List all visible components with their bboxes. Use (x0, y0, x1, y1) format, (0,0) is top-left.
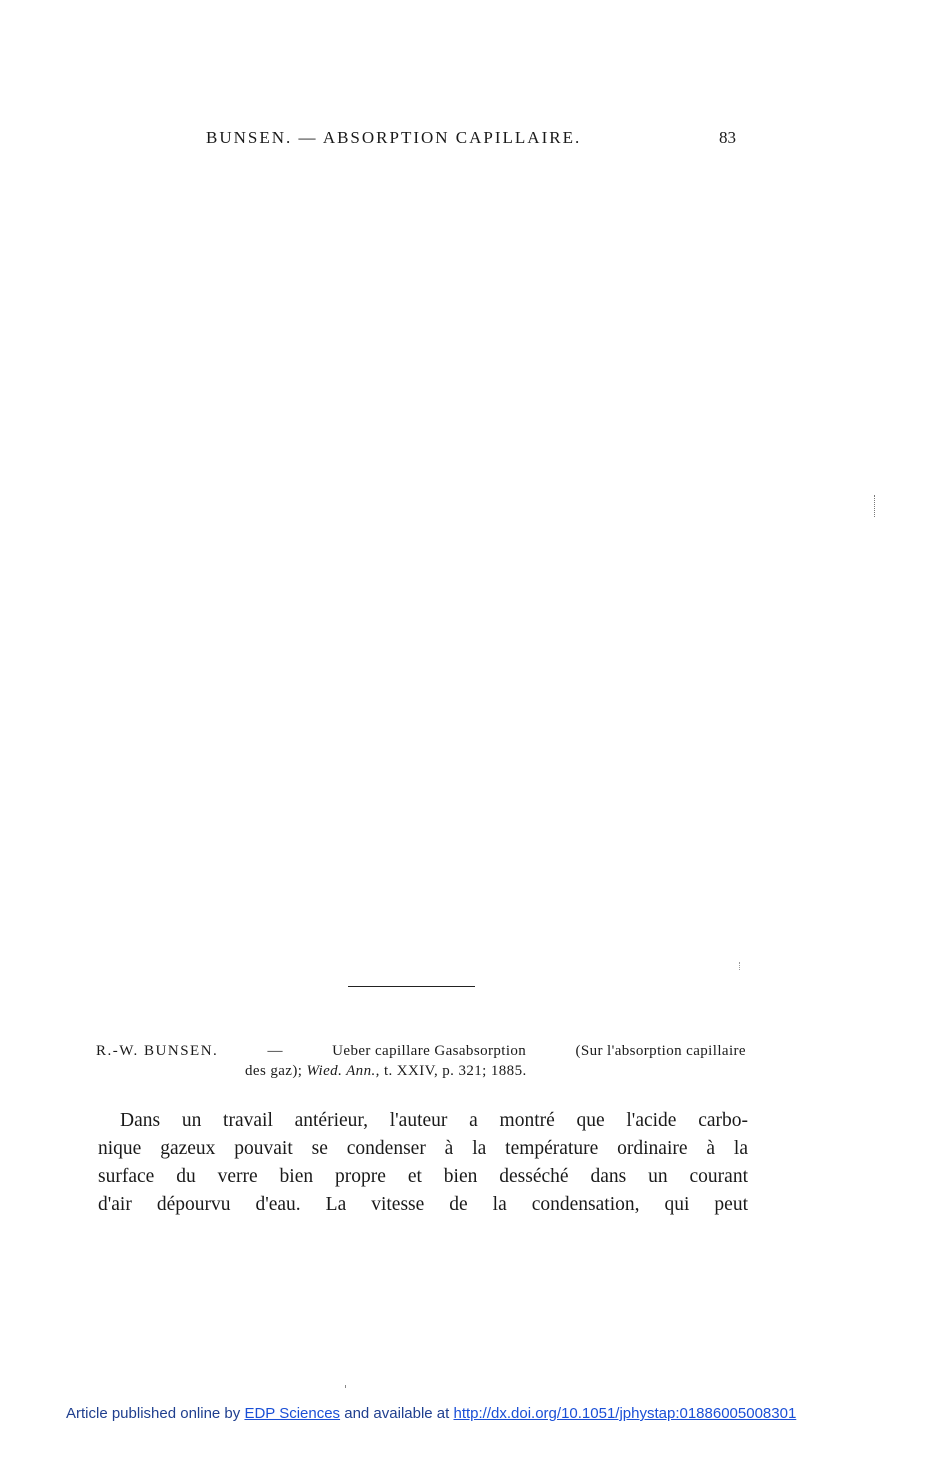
footer-prefix: Article published online by (66, 1405, 241, 1422)
reference-line-1 (96, 1041, 746, 1061)
body-line: nique gazeux pouvait se condenser à la température ordinaire à la (98, 1138, 748, 1159)
body-paragraph (98, 1107, 748, 1219)
running-head (0, 128, 930, 152)
page-number: 83 (719, 128, 736, 147)
body-line: d'air dépourvu d'eau. La vitesse de la condensation, qui peut (98, 1194, 748, 1215)
reference-journal: Wied. Ann., (306, 1063, 380, 1079)
reference-details: t. XXIV, p. 321; 1885. (383, 1063, 527, 1079)
section-rule (348, 986, 475, 987)
publication-footer (66, 1405, 796, 1422)
publisher-link[interactable]: EDP Sciences (244, 1405, 341, 1422)
margin-speck (739, 962, 741, 970)
reference-title-de: Ueber capillare Gasabsorption (332, 1043, 527, 1059)
margin-speck (874, 495, 876, 517)
footer-speck (345, 1385, 346, 1388)
reference-line-2 (96, 1061, 746, 1081)
body-line: Dans un travail antérieur, l'auteur a montré que l'acide carbo- (120, 1110, 748, 1131)
reference-dash: — (267, 1043, 283, 1059)
doi-link[interactable]: http://dx.doi.org/10.1051/jphystap:01886005008301 (453, 1405, 797, 1422)
reference-title-fr-part1: (Sur l'absorption capillaire (575, 1043, 746, 1059)
reference-title-fr-part2: des gaz); (245, 1063, 303, 1079)
body-line: surface du verre bien propre et bien desséché dans un courant (98, 1166, 748, 1187)
reference-author: R.-W. BUNSEN. (96, 1043, 219, 1059)
footer-middle: and available at (344, 1405, 450, 1422)
bibliographic-reference (96, 1041, 746, 1081)
running-title: BUNSEN. — ABSORPTION CAPILLAIRE. (206, 128, 582, 147)
